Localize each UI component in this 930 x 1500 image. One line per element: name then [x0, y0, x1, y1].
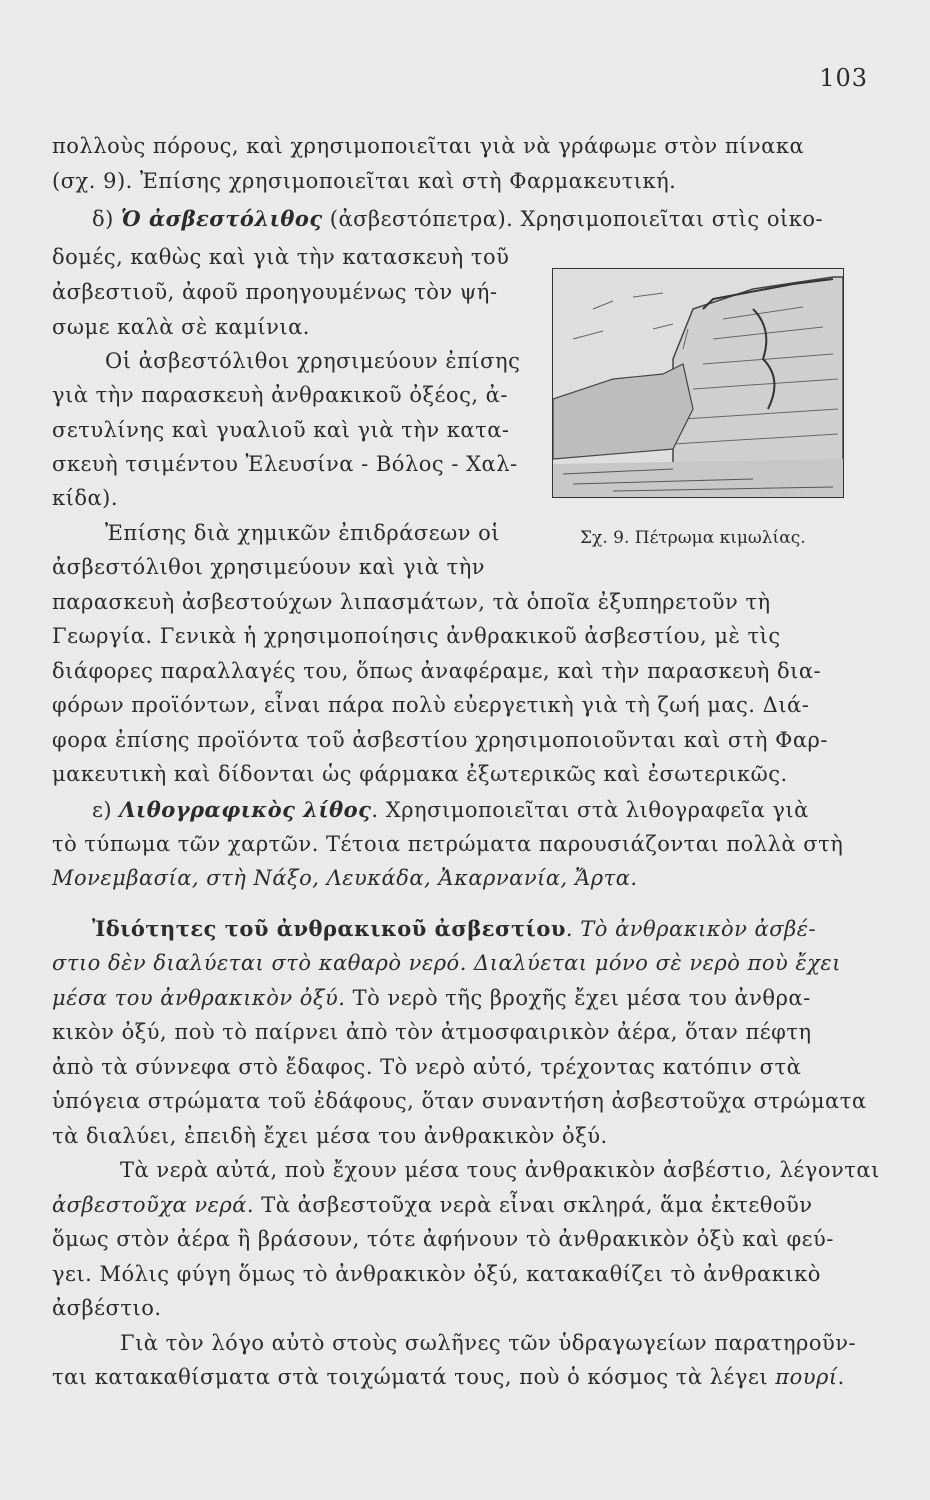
text-line: τὸ τύπωμα τῶν χαρτῶν. Τέτοια πετρώματα παρουσιάζονται πολλὰ στὴ — [52, 832, 844, 856]
text-line: Τὰ νερὰ αὐτά, ποὺ ἔχουν μέσα τους ἀνθρακικὸν ἀσβέστιο, λέγονται — [120, 1158, 880, 1182]
text-line: ἀσβεστόλιθοι χρησιμεύουν καὶ γιὰ τὴν — [52, 555, 486, 579]
text-line: γιὰ τὴν παρασκευὴ ἀνθρακικοῦ ὀξέος, ἀ- — [52, 383, 508, 407]
page-number: 103 — [819, 64, 868, 92]
text-line: Οἱ ἀσβεστόλιθοι χρησιμεύουν ἐπίσης — [105, 349, 521, 373]
text-line: σκευὴ τσιμέντου Ἐλευσίνα - Βόλος - Χαλ- — [52, 452, 518, 476]
text-line: σωμε καλὰ σὲ καμίνια. — [52, 315, 310, 339]
text-line: φόρων προϊόντων, εἶναι πάρα πολὺ εὐεργετικὴ γιὰ τὴ ζωή μας. Διά- — [52, 693, 810, 717]
figure-caption: Σχ. 9. Πέτρωμα κιμωλίας. — [580, 528, 806, 548]
text-line: Ἰδιότητες τοῦ ἀνθρακικοῦ ἀσβεστίου. Τὸ ἀνθρακικὸν ἀσβέ- — [92, 916, 817, 941]
text-line: Ἐπίσης διὰ χημικῶν ἐπιδράσεων οἱ — [105, 521, 501, 545]
text-line: ὑπόγεια στρώματα τοῦ ἐδάφους, ὅταν συναντήση ἀσβεστοῦχα στρώματα — [52, 1089, 867, 1113]
rock-figure — [552, 268, 844, 498]
text-line: ἀσβεστιοῦ, ἀφοῦ προηγουμένως τὸν ψή- — [52, 280, 498, 304]
chalk-cliff-illustration — [553, 269, 843, 497]
text-line: Μονεμβασία, στὴ Νάξο, Λευκάδα, Ἀκαρνανία, Ἄρτα. — [52, 866, 638, 890]
section-heading: Ἰδιότητες τοῦ ἀνθρακικοῦ ἀσβεστίου — [92, 916, 566, 941]
text-line: κικὸν ὀξύ, ποὺ τὸ παίρνει ἀπὸ τὸν ἀτμοσφαιρικὸν ἀέρα, ὅταν πέφτη — [52, 1020, 812, 1044]
text-line: μακευτικὴ καὶ δίδονται ὡς φάρμακα ἐξωτερικῶς καὶ ἐσωτερικῶς. — [52, 762, 788, 786]
text-line: μέσα του ἀνθρακικὸν ὀξύ. Τὸ νερὸ τῆς βροχῆς ἔχει μέσα του ἀνθρα- — [52, 986, 811, 1010]
text-line: πολλοὺς πόρους, καὶ χρησιμοποιεῖται γιὰ νὰ γράφωμε στὸν πίνακα — [52, 134, 805, 158]
text-line: ε) Λιθογραφικὸς λίθος. Χρησιμοποιεῖται στὰ λιθογραφεῖα γιὰ — [92, 797, 809, 822]
text-line: στιο δὲν διαλύεται στὸ καθαρὸ νερό. Διαλύεται μόνο σὲ νερὸ ποὺ ἔχει — [52, 951, 841, 975]
text-line: φορα ἐπίσης προϊόντα τοῦ ἀσβεστίου χρησιμοποιοῦνται καὶ στὴ Φαρ- — [52, 728, 828, 752]
text-line: ἀπὸ τὰ σύννεφα στὸ ἔδαφος. Τὸ νερὸ αὐτό, τρέχοντας κατόπιν στὰ — [52, 1055, 802, 1079]
text-line: (σχ. 9). Ἐπίσης χρησιμοποιεῖται καὶ στὴ Φαρμακευτική. — [52, 169, 677, 193]
text-line: ἀσβέστιο. — [52, 1296, 162, 1320]
text-line: τὰ διαλύει, ἐπειδὴ ἔχει μέσα του ἀνθρακικὸν ὀξύ. — [52, 1124, 608, 1148]
text-line: δομές, καθὼς καὶ γιὰ τὴν κατασκευὴ τοῦ — [52, 245, 510, 269]
text-line: κίδα). — [52, 486, 119, 510]
text-line: σετυλίνης καὶ γυαλιοῦ καὶ γιὰ τὴν κατα- — [52, 418, 510, 442]
text-line: γει. Μόλις φύγη ὅμως τὸ ἀνθρακικὸν ὀξύ, κατακαθίζει τὸ ἀνθρακικὸ — [52, 1262, 821, 1286]
text-line: παρασκευὴ ἀσβεστούχων λιπασμάτων, τὰ ὁποῖα ἐξυπηρετοῦν τὴ — [52, 590, 771, 614]
text-line: ὅμως στὸν ἀέρα ἢ βράσουν, τότε ἀφήνουν τὸ ἀνθρακικὸν ὀξὺ καὶ φεύ- — [52, 1227, 834, 1251]
text-line: Γιὰ τὸν λόγο αὐτὸ στοὺς σωλῆνες τῶν ὑδραγωγείων παρατηροῦν- — [120, 1331, 857, 1355]
text-line: διάφορες παραλλαγές του, ὅπως ἀναφέραμε, καὶ τὴν παρασκευὴ δια- — [52, 659, 822, 683]
text-line: ἀσβεστοῦχα νερά. Τὰ ἀσβεστοῦχα νερὰ εἶναι σκληρά, ἅμα ἐκτεθοῦν — [52, 1193, 813, 1217]
text-line: δ) Ὁ ἀσβεστόλιθος (ἀσβεστόπετρα). Χρησιμοποιεῖται στὶς οἰκο- — [92, 206, 824, 231]
text-line: Γεωργία. Γενικὰ ἡ χρησιμοποίησις ἀνθρακικοῦ ἀσβεστίου, μὲ τὶς — [52, 624, 781, 648]
text-line: ται κατακαθίσματα στὰ τοιχώματά τους, ποὺ ὁ κόσμος τὰ λέγει πουρί. — [52, 1365, 845, 1389]
